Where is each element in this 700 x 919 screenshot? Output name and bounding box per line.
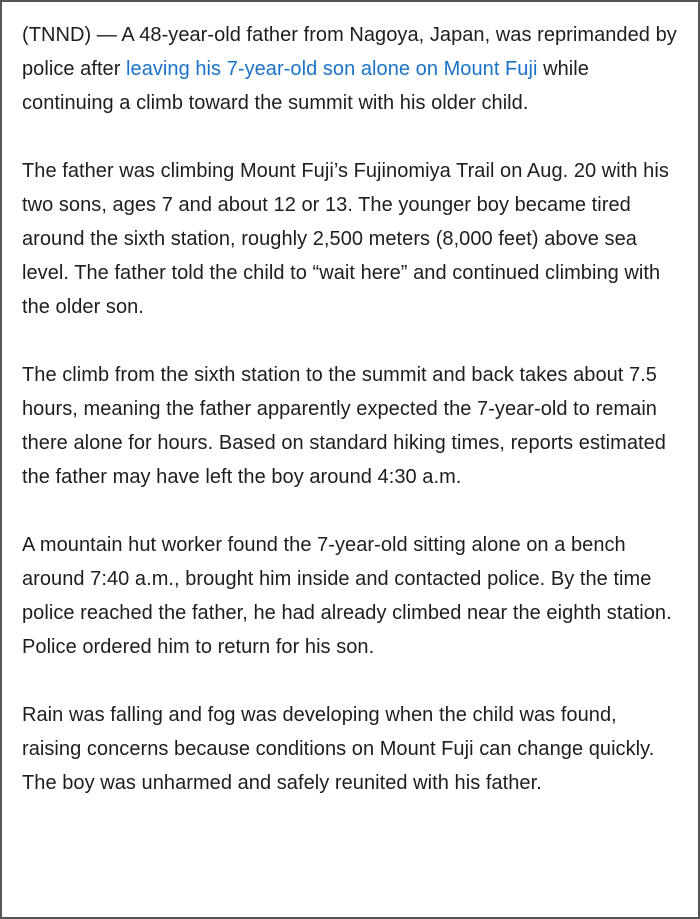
mount-fuji-story-link[interactable]: leaving his 7-year-old son alone on Mount Fuji	[126, 58, 538, 80]
paragraph-1-text-before-link: (TNND) — A 48-year-old father from Nagoya, Japan, was reprimanded by police after	[22, 24, 677, 80]
article-paragraph-5: Rain was falling and fog was developing when the child was found, raising concerns because conditions on Mount Fuji can change quickly. The boy was unharmed and safely reunited with his father.	[22, 704, 655, 794]
article-paragraph-4: A mountain hut worker found the 7-year-old sitting alone on a bench around 7:40 a.m., brought him inside and contacted police. By the time police reached the father, he had already climbed near the eighth station. Police ordered him to return for his son.	[22, 534, 672, 658]
article-body	[22, 18, 678, 800]
article-paragraph-3: The climb from the sixth station to the summit and back takes about 7.5 hours, meaning the father apparently expected the 7-year-old to remain there alone for hours. Based on standard hiking times, reports estimated the father may have left the boy around 4:30 a.m.	[22, 364, 666, 488]
article-paragraph-1	[22, 18, 678, 120]
article-paragraph-2: The father was climbing Mount Fuji’s Fujinomiya Trail on Aug. 20 with his two sons, ages 7 and about 12 or 13. The younger boy became tired around the sixth station, roughly 2,500 meters (8,000 feet) above sea level. The father told the child to “wait here” and continued climbing with the older son.	[22, 160, 669, 318]
paragraph-1-text-after-link: while continuing a climb toward the summit with his older child.	[22, 58, 589, 114]
